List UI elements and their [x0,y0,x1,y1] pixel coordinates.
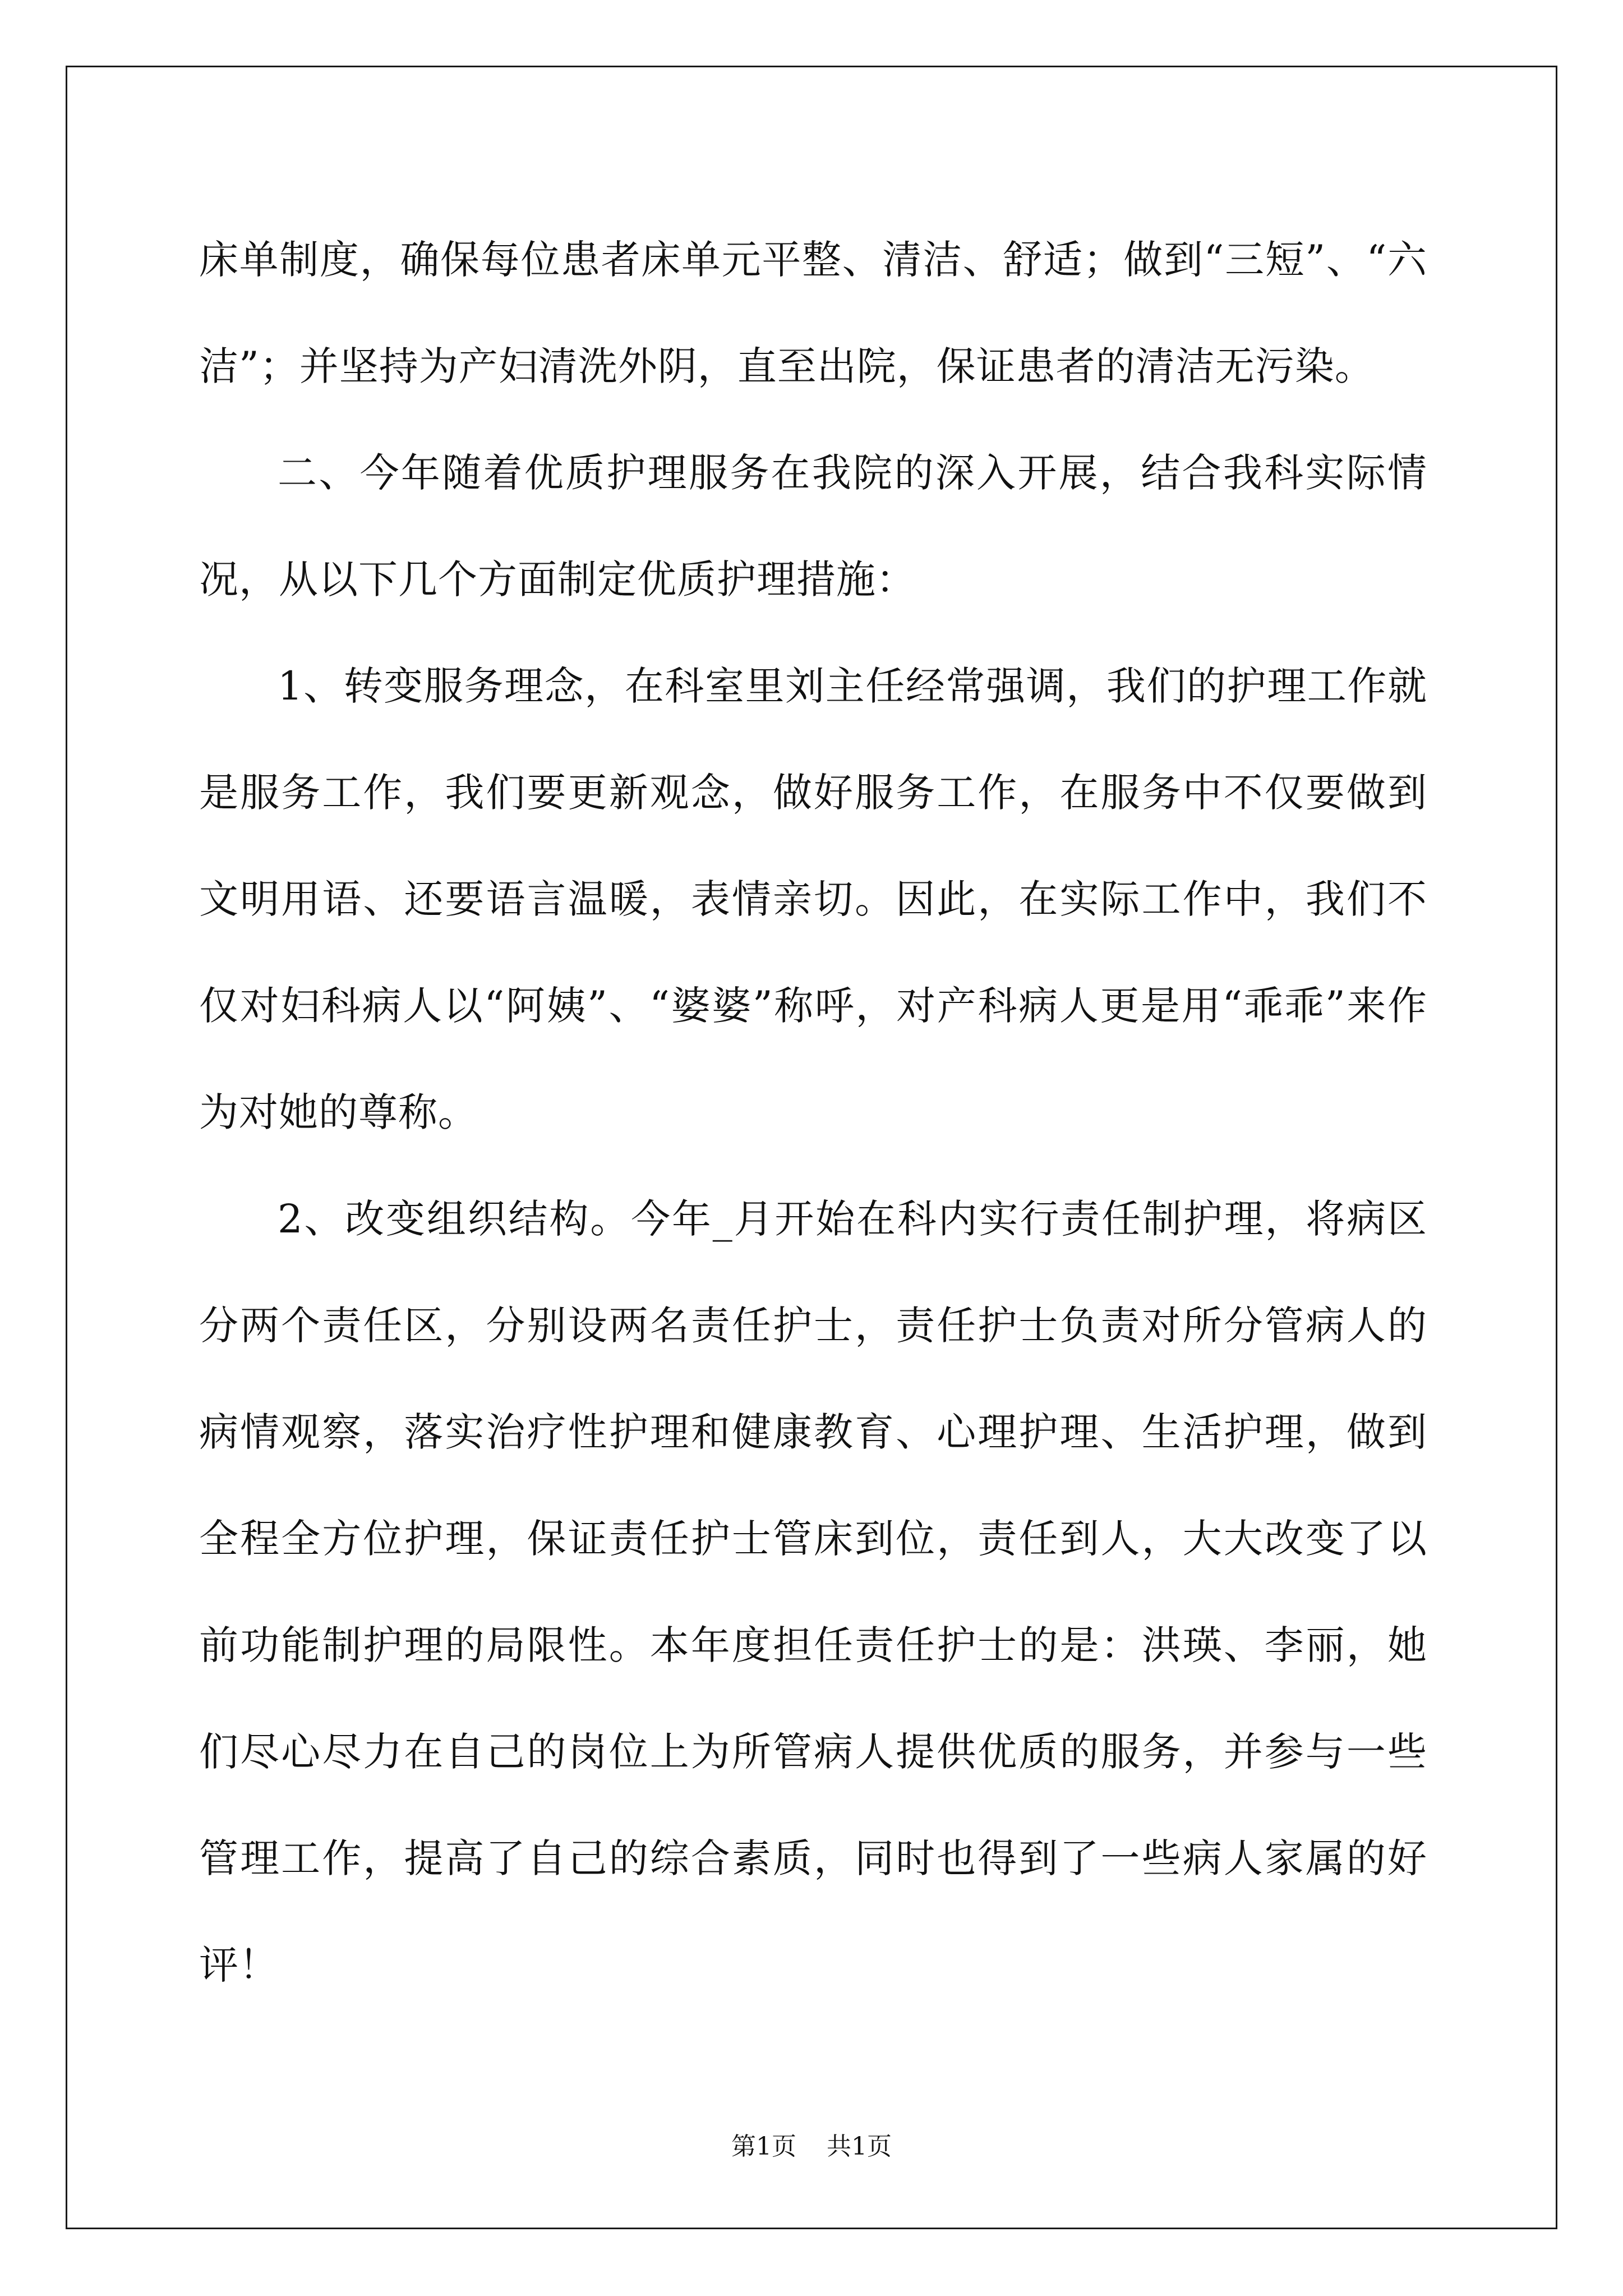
paragraph-4: 2、改变组织结构。今年_月开始在科内实行责任制护理，将病区分两个责任区，分别设两名责任护士，责任护士负责对所分管病人的病情观察，落实治疗性护理和健康教育、心理护理、生活护理，做到全程全方位护理，保证责任护士管床到位，责任到人，大大改变了以前功能制护理的局限性。本年度担任责任护士的是：洪瑛、李丽，她们尽心尽力在自己的岗位上为所管病人提供优质的服务，并参与一些管理工作，提高了自己的综合素质，同时也得到了一些病人家属的好评！ [199,1196,1427,1988]
page-footer [0,2126,1623,2162]
paragraph-3: 1、转变服务理念，在科室里刘主任经常强调，我们的护理工作就是服务工作，我们要更新观念，做好服务工作，在服务中不仅要做到文明用语、还要语言温暖，表情亲切。因此，在实际工作中，我们不仅对妇科病人以“阿姨”、“婆婆”称呼，对产科病人更是用“乖乖”来作为对她的尊称。 [199,663,1427,1135]
page-number-current: 第1页 [731,2132,796,2161]
paragraph-2: 二、今年随着优质护理服务在我院的深入开展，结合我科实际情况，从以下几个方面制定优质护理措施： [199,450,1427,602]
document-body [199,206,1427,2018]
paragraph-1: 床单制度，确保每位患者床单元平整、清洁、舒适；做到“三短”、“六洁”；并坚持为产妇清洗外阴，直至出院，保证患者的清洁无污染。 [199,237,1427,389]
page-number-total: 共1页 [827,2132,892,2161]
